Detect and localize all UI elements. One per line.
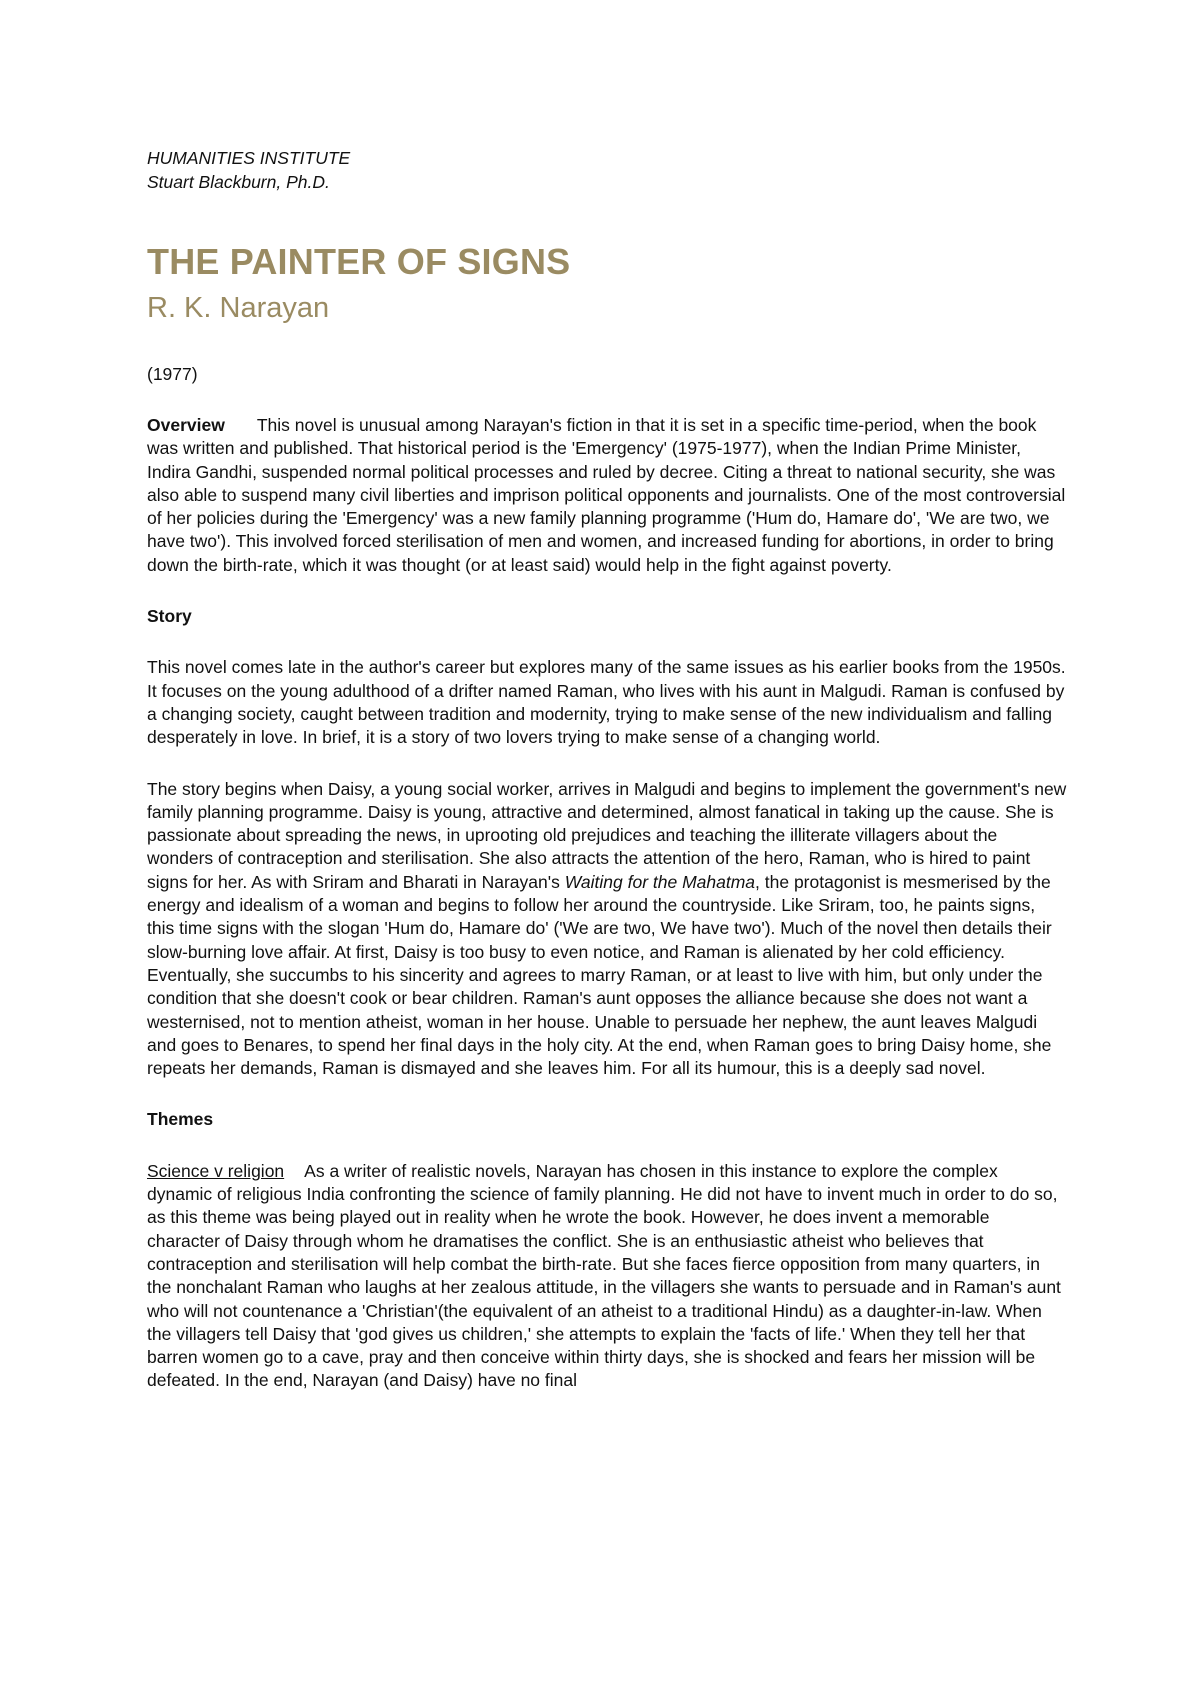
overview-text: This novel is unusual among Narayan's fiction in that it is set in a specific time-period, when the book was written and published. That historical period is the 'Emergency' (1975-1977), when the Indian Prime Minister, Indira Gandhi, suspended normal political processes and ruled by decree. Citing a threat to national security, she was also able to suspend many civil liberties and imprison political opponents and journalists. One of the most controversial of her policies during the 'Emergency' was a new family planning programme ('Hum do, Hamare do', 'We are two, we have two'). This involved forced sterilisation of men and women, and increased funding for abortions, in order to bring down the birth-rate, which it was thought (or at least said) would help in the fight against poverty. (147, 415, 1066, 575)
story-heading: Story (147, 606, 192, 627)
themes-heading: Themes (147, 1109, 214, 1130)
author-credit: Stuart Blackburn, Ph.D. (147, 172, 330, 192)
overview-label: Overview (147, 415, 225, 435)
publication-year: (1977) (147, 364, 198, 384)
story-paragraph-2-start: The story begins when Daisy, a young social worker, arrives in Malgudi and begins to implement the government's new family planning programme. Daisy is young, attractive and determined, almost fanatical in taking up the cause. She is passionate about spreading the news, in uprooting old prejudices and teaching the illiterate villagers about the wonders of contraception and sterilisation. She also attracts the attention of the hero, Raman, who is hired to paint signs for her. As with Sriram and Bharati in Narayan's (147, 778, 1067, 892)
science-religion-paragraph (147, 1160, 1067, 1393)
science-religion-text: As a writer of realistic novels, Narayan has chosen in this instance to explore the complex dynamic of religious India confronting the science of family planning. He did not have to invent much in order to do so, as this theme was being played out in reality when he wrote the book. However, he does invent a memorable character of Daisy through whom he dramatises the conflict. She is an enthusiastic atheist who believes that contraception and sterilisation will help combat the birth-rate. But she faces fierce opposition from many quarters, in the nonchalant Raman who laughs at her zealous attitude, in the villagers she wants to persuade and in Raman's aunt who will not countenance a 'Christian'(the equivalent of an atheist to a traditional Hindu) as a daughter-in-law. When the villagers tell Daisy that 'god gives us children,' she attempts to explain the 'facts of life.' When they tell her that barren women go to a cave, pray and then conceive within thirty days, she is shocked and fears her mission will be defeated. In the end, Narayan (and Daisy) have no final (147, 1160, 1061, 1391)
story-paragraph-2-end: , the protagonist is mesmerised by the energy and idealism of a woman and begins to follow her around the countryside. Like Sriram, too, he paints signs, this time signs with the slogan 'Hum do, Hamare do' ('We are two, We have two'). Much of the novel then details their slow-burning love affair. At first, Daisy is too busy to even notice, and Raman is alienated by her cold efficiency. Eventually, she succumbs to his sincerity and agrees to marry Raman, or at least to live with him, but only under the condition that she doesn't cook or bear children. Raman's aunt opposes the alliance because she does not want a westernised, not to mention atheist, woman in her house. Unable to persuade her nephew, the aunt leaves Malgudi and goes to Benares, to spend her final days in the holy city. At the end, when Raman goes to bring Daisy home, she repeats her demands, Raman is dismayed and she leaves him. For all its humour, this is a deeply sad novel. (147, 871, 1052, 1079)
document-body (147, 414, 1067, 1421)
institute-name: HUMANITIES INSTITUTE (147, 148, 351, 168)
story-paragraph-2 (147, 778, 1067, 1081)
document-page (147, 146, 1067, 1391)
book-reference-title: Waiting for the Mahatma (564, 871, 756, 892)
book-title: THE PAINTER OF SIGNS (147, 241, 571, 282)
story-paragraph-1: This novel comes late in the author's career but explores many of the same issues as his earlier books from the 1950s. It focuses on the young adulthood of a drifter named Raman, who lives with his aunt in Malgudi. Raman is confused by a changing society, caught between tradition and modernity, trying to make sense of the new individualism and falling desperately in love. In brief, it is a story of two lovers trying to make sense of a changing world. (147, 657, 1066, 748)
science-religion-label: Science v religion (147, 1160, 285, 1181)
overview-paragraph (147, 414, 1067, 577)
book-author: R. K. Narayan (147, 292, 330, 324)
